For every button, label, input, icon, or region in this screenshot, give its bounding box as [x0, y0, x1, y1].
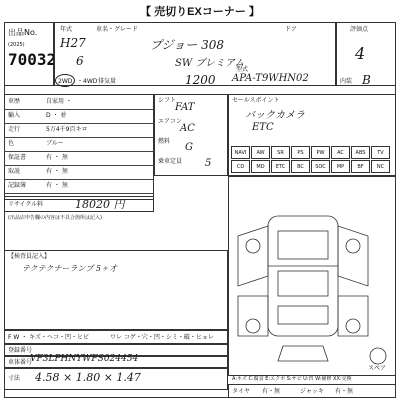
- drive-4wd: ・4WD: [77, 78, 98, 85]
- option-chip: NC: [371, 160, 390, 173]
- option-chip: AC: [331, 146, 350, 159]
- interior-value: B: [362, 73, 371, 87]
- ac-value: AC: [180, 123, 195, 134]
- door-label: ドア: [285, 26, 297, 33]
- lot-label: 出品No.: [8, 28, 38, 37]
- detail-label: 記録簿: [8, 182, 27, 189]
- detail-row-divider: [4, 123, 154, 124]
- detail-value: ブルー: [46, 140, 64, 147]
- detail-row-divider: [4, 179, 154, 180]
- option-chip: CD: [231, 160, 250, 173]
- recycle-label: リサイクル料: [8, 201, 44, 208]
- model-code-handwritten: APA-T9WHN02: [232, 73, 309, 84]
- detail-label: 取説: [8, 168, 21, 175]
- vin-label: 車体番号: [8, 359, 33, 366]
- option-chip: ABS: [351, 146, 370, 159]
- spare-label: スペア: [368, 365, 387, 372]
- option-chip: AW: [251, 146, 270, 159]
- detail-row-divider: [4, 151, 154, 152]
- lot-year-note: (2025): [8, 42, 25, 48]
- vin-note: (出品店申告欄の内容は不具合箇所は記入): [8, 215, 102, 221]
- car-name-handwritten: プジョー 308: [150, 38, 224, 52]
- detail-label: 輸入: [8, 112, 21, 119]
- header-title: 【 売切りEXコーナー 】: [140, 6, 260, 18]
- option-chip: BF: [351, 160, 370, 173]
- detail-value: D ・ 並: [46, 112, 67, 119]
- fw-extra: ワレ コゲ・穴・凹・シミ・破・ヒョレ: [110, 334, 214, 341]
- year-handwritten: H27: [60, 36, 86, 50]
- interior-label: 内装: [340, 78, 353, 85]
- vin-value: VF3LPHNYWFS024454: [30, 354, 139, 364]
- reg-label: 登録番号: [8, 347, 33, 354]
- detail-label: 車歴: [8, 98, 21, 105]
- sales-line-2: ETC: [252, 122, 274, 133]
- inspector-box: [4, 250, 228, 330]
- option-chip: PW: [311, 146, 330, 159]
- grade-value: 4: [355, 44, 366, 63]
- lot-number: 70032: [8, 50, 57, 69]
- drive-2wd: 2WD: [58, 78, 73, 85]
- option-chip: PS: [291, 146, 310, 159]
- detail-row-divider: [4, 109, 154, 110]
- jack-label: ジャッキ: [300, 388, 324, 395]
- detail-value: 有 ・ 無: [46, 168, 68, 175]
- detail-label: 保証書: [8, 154, 27, 161]
- grade-label: 評価点: [350, 26, 369, 33]
- fuel-label: 燃料: [158, 138, 171, 145]
- option-chip: SR: [271, 146, 290, 159]
- tire-label: タイヤ: [232, 388, 250, 395]
- year-label: 年式: [60, 26, 73, 33]
- detail-row-divider: [4, 165, 154, 166]
- detail-value: 5万4千9百キロ: [46, 126, 88, 133]
- cc-label: 排気量: [98, 78, 117, 85]
- option-chip: MD: [251, 160, 270, 173]
- option-chip: TV: [371, 146, 390, 159]
- fuel-value: G: [185, 142, 193, 153]
- inspector-label: 【検査員記入】: [8, 253, 51, 260]
- detail-value: 有 ・ 無: [46, 154, 68, 161]
- option-chip: MP: [331, 160, 350, 173]
- shift-label: シフト: [158, 97, 177, 104]
- sales-label: セールスポイント: [232, 97, 280, 104]
- legend: A:キズ C:腐食 E:エクボ S:サビ U:凹 W:補修 XX:交換: [232, 376, 352, 382]
- inspector-note: テクテクナーランプ 5ヶ才: [22, 264, 117, 273]
- detail-row-divider: [4, 137, 154, 138]
- recycle-value: 18020 円: [75, 198, 125, 211]
- sales-line-1: バックカメラ: [245, 110, 305, 121]
- option-chip: BC: [291, 160, 310, 173]
- detail-value: 有 ・ 無: [46, 182, 68, 189]
- detail-row-divider: [4, 193, 154, 194]
- seats-label: 乗車定員: [158, 158, 183, 165]
- type-label: 型式: [236, 66, 249, 73]
- cc-handwritten: 1200: [185, 73, 216, 87]
- seats-value: 5: [205, 158, 212, 169]
- tire-value: 有・無: [262, 388, 281, 395]
- shift-value: FAT: [175, 102, 195, 113]
- month-handwritten: 6: [76, 54, 84, 68]
- drive-2wd-circle: [55, 74, 75, 87]
- ac-label: エアコン: [158, 118, 182, 125]
- size-label: 寸法: [8, 375, 21, 382]
- car-diagram: [228, 176, 396, 376]
- grade-handwritten: SW プレミアム: [175, 58, 245, 69]
- fw-text: F W ・ キズ・ヘコ・凹・ヒビ: [8, 334, 89, 341]
- option-chip: NAVI: [231, 146, 250, 159]
- jack-value: 有・無: [335, 388, 354, 395]
- detail-value: 自家用 ・: [46, 98, 72, 105]
- detail-label: 色: [8, 140, 15, 147]
- option-chip: SOC: [311, 160, 330, 173]
- detail-label: 走行: [8, 126, 21, 133]
- size-value: 4.58 × 1.80 × 1.47: [35, 371, 141, 384]
- model-label: 車名・グレード: [96, 26, 139, 33]
- option-chip: ETC: [271, 160, 290, 173]
